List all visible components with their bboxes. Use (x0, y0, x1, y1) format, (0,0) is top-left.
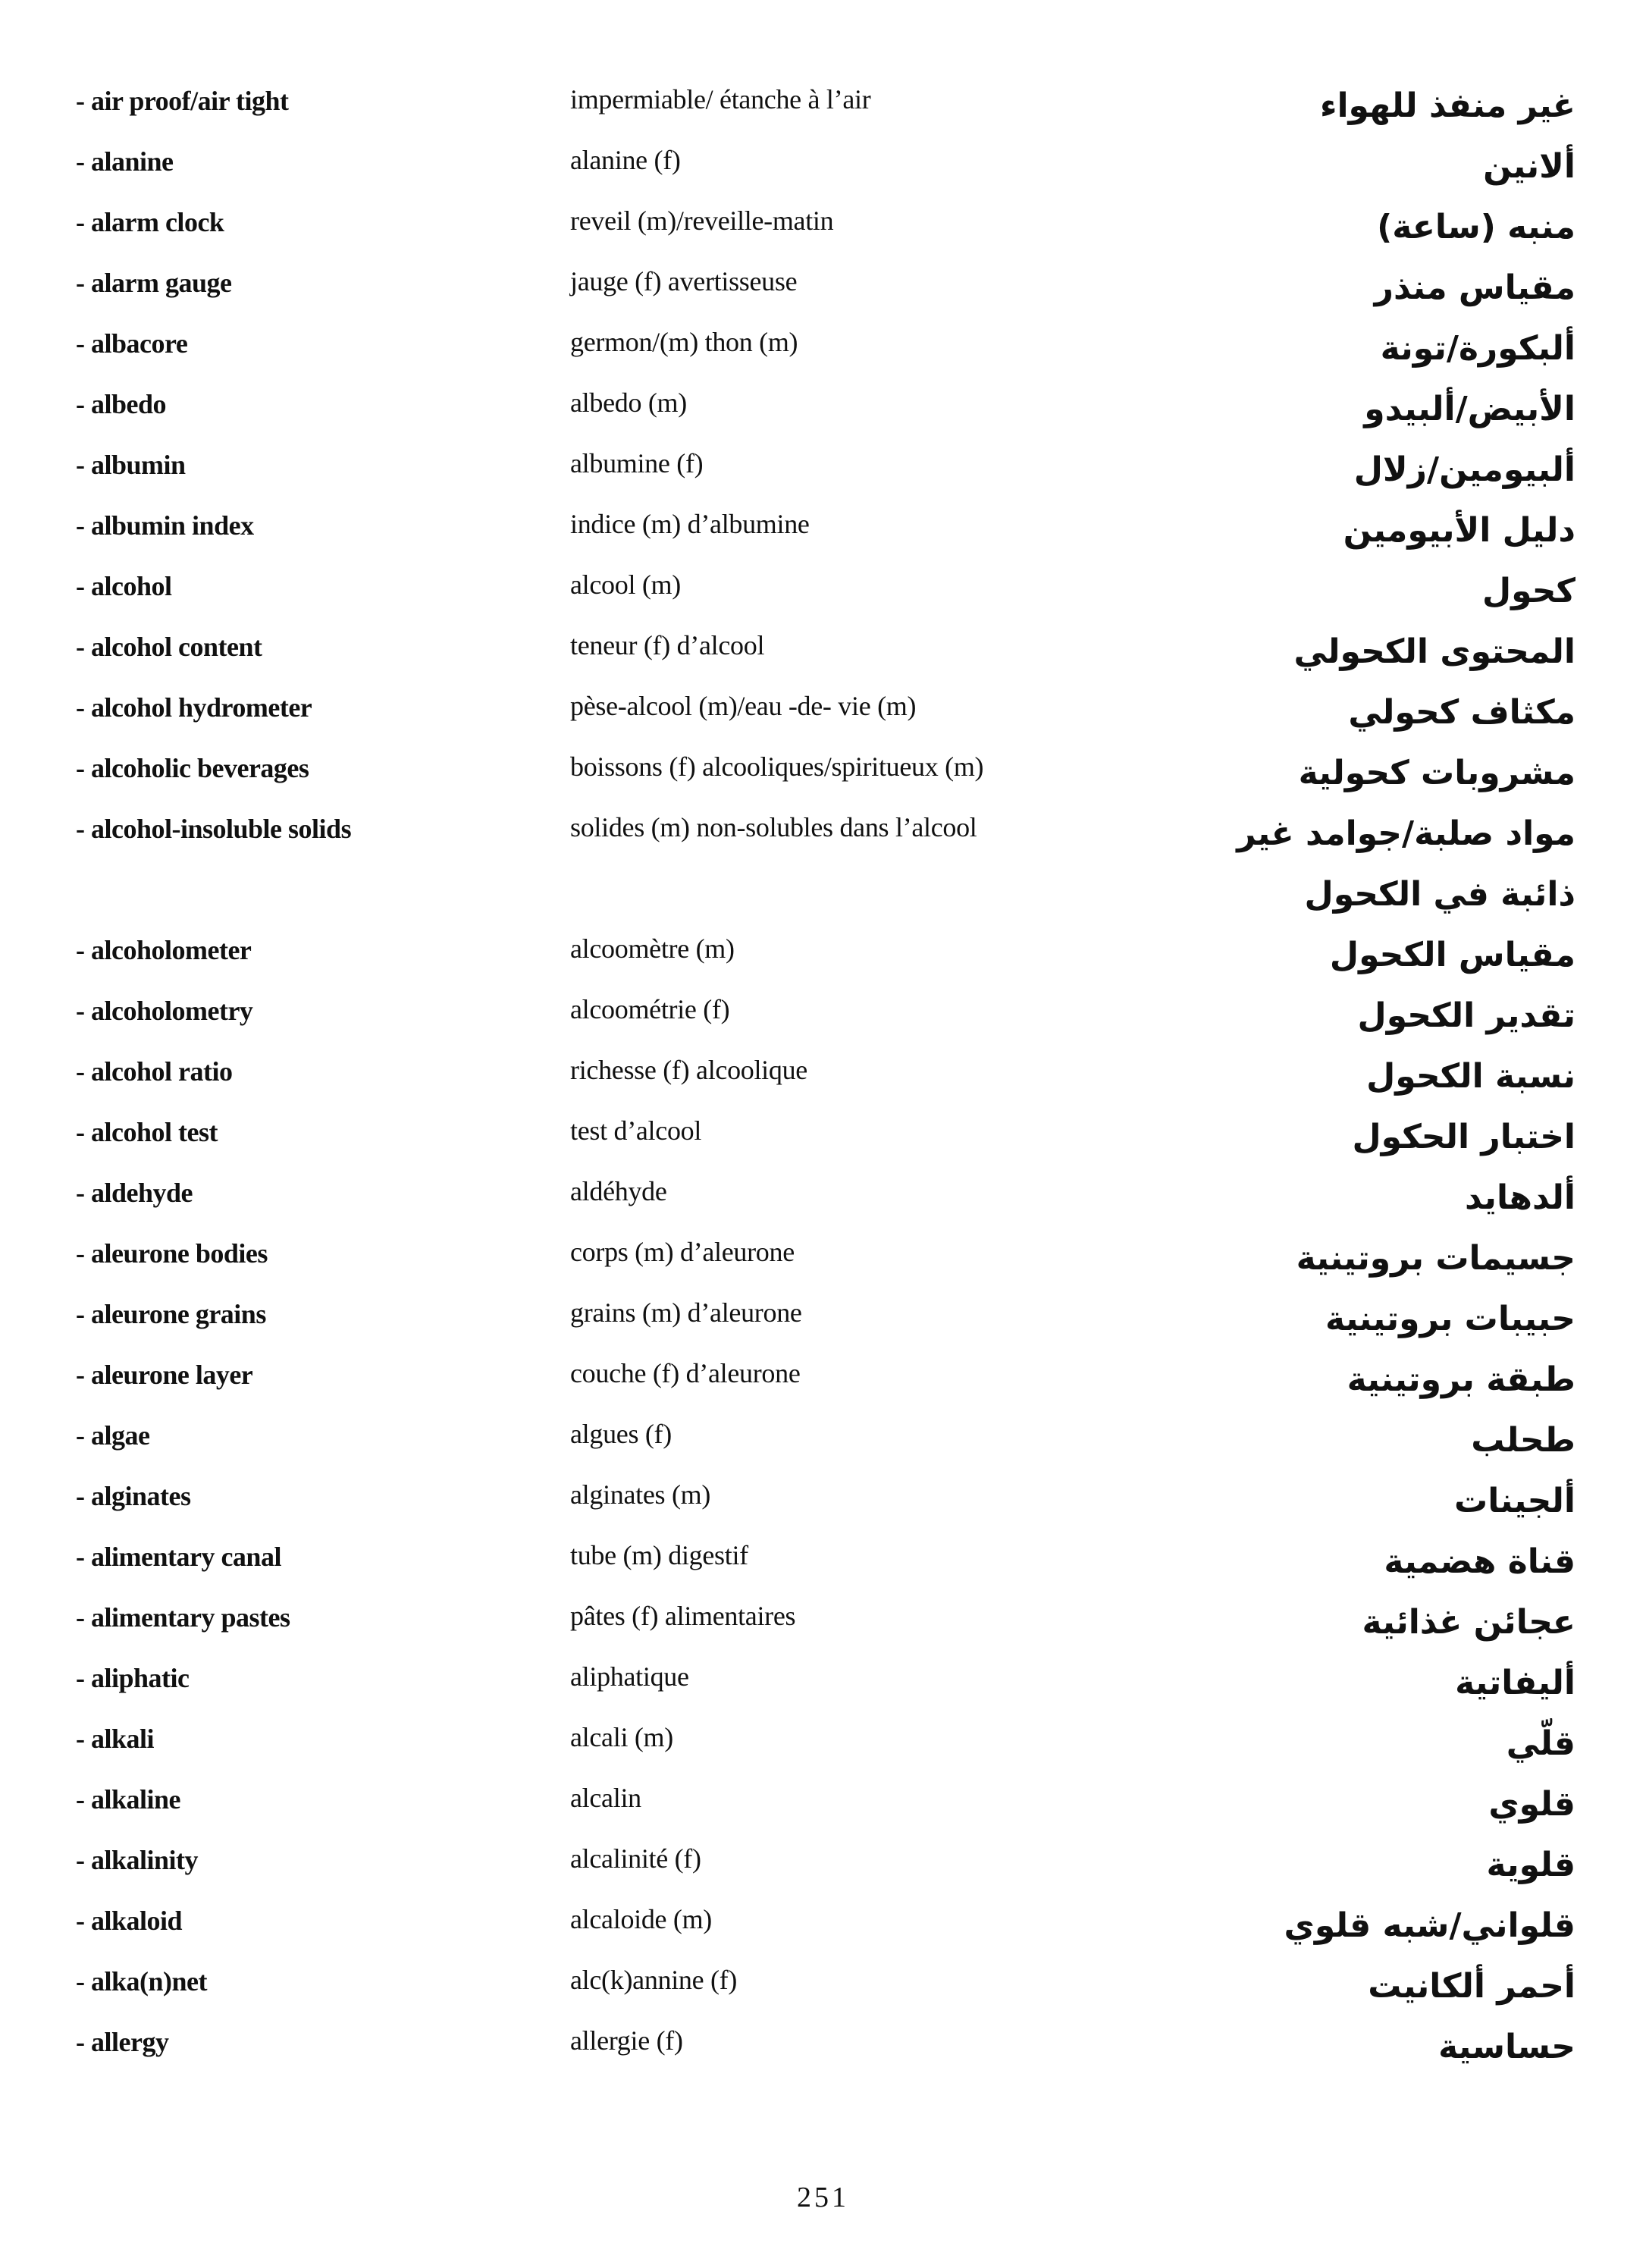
arabic-term: مواد صلبة/جوامد غير ذائبة في الكحول (1237, 814, 1575, 914)
arabic-term: ألانين (1483, 147, 1575, 186)
english-term: - alcoholic beverages (76, 753, 309, 783)
glossary-entry (0, 1104, 1646, 1165)
french-term: alc(k)annine (f) (570, 1965, 738, 1995)
arabic-term: مشروبات كحولية (1298, 754, 1575, 792)
english-term: - alarm clock (76, 207, 224, 237)
glossary-entry (0, 1529, 1646, 1589)
french-term: alcaloide (m) (570, 1904, 712, 1934)
english-term: - aldehyde (76, 1178, 193, 1208)
english-term: - albumin index (76, 510, 254, 541)
french-term: jauge (f) avertisseuse (570, 266, 798, 296)
arabic-term: المحتوى الكحولي (1293, 632, 1575, 671)
arabic-term: مكثاف كحولي (1348, 693, 1575, 732)
glossary-entry (0, 1165, 1646, 1225)
glossary-entry (0, 740, 1646, 801)
arabic-term: حساسية (1438, 2028, 1575, 2066)
english-term: - aleurone bodies (76, 1238, 268, 1269)
english-term: - alcohol ratio (76, 1056, 233, 1087)
arabic-term: ألدهايد (1465, 1178, 1575, 1217)
french-term: germon/(m) thon (m) (570, 327, 798, 357)
english-term: - alkalinity (76, 1845, 199, 1875)
english-term: - alcohol content (76, 632, 262, 662)
french-term: aliphatique (570, 1661, 689, 1692)
french-term: impermiable/ étanche à l’air (570, 84, 871, 114)
arabic-term: منبه (ساعة) (1377, 208, 1575, 246)
glossary-entry (0, 1043, 1646, 1104)
french-term: alcoomètre (m) (570, 933, 735, 964)
english-term: - alimentary pastes (76, 1602, 290, 1633)
english-term: - allergy (76, 2027, 169, 2057)
french-term: alcoométrie (f) (570, 994, 730, 1024)
french-term: pèse-alcool (m)/eau -de- vie (m) (570, 691, 917, 721)
arabic-term: طحلب (1471, 1421, 1575, 1460)
arabic-term: مقياس الكحول (1329, 936, 1575, 974)
french-term: alcalinité (f) (570, 1843, 701, 1874)
french-term: solides (m) non-solubles dans l’alcool (570, 812, 977, 842)
french-term: albumine (f) (570, 448, 704, 478)
arabic-term: كحول (1481, 572, 1575, 610)
french-term: teneur (f) d’alcool (570, 630, 765, 660)
arabic-term: طبقة بروتينية (1347, 1360, 1575, 1399)
glossary-entry (0, 194, 1646, 255)
arabic-term: اختبار الحكول (1352, 1118, 1575, 1156)
glossary-entry (0, 255, 1646, 315)
english-term: - alkali (76, 1724, 155, 1754)
arabic-term: جسيمات بروتينية (1296, 1239, 1575, 1278)
english-term: - alcohol-insoluble solids (76, 814, 352, 844)
glossary-entry (0, 1771, 1646, 1832)
english-term: - alcoholometer (76, 935, 252, 965)
english-term: - alka(n)net (76, 1966, 207, 1997)
english-term: - alcohol test (76, 1117, 218, 1147)
glossary-list (0, 73, 1646, 2075)
glossary-entry (0, 983, 1646, 1043)
french-term: albedo (m) (570, 387, 687, 418)
english-term: - albedo (76, 389, 167, 419)
french-term: test d’alcool (570, 1115, 702, 1146)
french-term: alcool (m) (570, 569, 681, 600)
glossary-entry (0, 801, 1646, 922)
glossary-entry (0, 619, 1646, 679)
english-term: - albacore (76, 328, 188, 359)
arabic-term: تقدير الكحول (1357, 996, 1575, 1035)
glossary-entry (0, 2014, 1646, 2075)
glossary-entry (0, 1347, 1646, 1407)
french-term: tube (m) digestif (570, 1540, 748, 1570)
arabic-term: الأبيض/ألبيدو (1364, 390, 1575, 428)
arabic-term: نسبة الكحول (1366, 1057, 1575, 1096)
glossary-entry (0, 1893, 1646, 1953)
english-term: - aliphatic (76, 1663, 190, 1693)
arabic-term: عجائن غذائية (1362, 1603, 1575, 1642)
english-term: - alanine (76, 146, 174, 177)
glossary-entry (0, 558, 1646, 619)
french-term: algues (f) (570, 1419, 672, 1449)
arabic-term: أحمر ألكانيت (1368, 1967, 1575, 2006)
glossary-entry (0, 1953, 1646, 2014)
glossary-entry (0, 1711, 1646, 1771)
french-term: alcalin (570, 1783, 641, 1813)
arabic-term: قلوية (1486, 1846, 1575, 1884)
glossary-entry (0, 376, 1646, 437)
arabic-term: ألجينات (1454, 1482, 1575, 1520)
arabic-term: قناة هضمية (1384, 1542, 1575, 1581)
french-term: alcali (m) (570, 1722, 673, 1752)
english-term: - alkaline (76, 1784, 181, 1815)
english-term: - aleurone grains (76, 1299, 266, 1329)
glossary-entry (0, 922, 1646, 983)
english-term: - alimentary canal (76, 1542, 281, 1572)
english-term: - air proof/air tight (76, 86, 289, 116)
glossary-entry (0, 1407, 1646, 1468)
glossary-entry (0, 497, 1646, 558)
page-number: 251 (797, 2182, 849, 2213)
english-term: - alginates (76, 1481, 191, 1511)
french-term: richesse (f) alcoolique (570, 1055, 807, 1085)
arabic-term: ألبكورة/تونة (1380, 329, 1575, 368)
arabic-term: قلواني/شبه قلوي (1284, 1906, 1575, 1945)
french-term: alginates (m) (570, 1479, 711, 1510)
arabic-term: مقياس منذر (1374, 268, 1575, 307)
glossary-entry (0, 1589, 1646, 1650)
french-term: reveil (m)/reveille-matin (570, 205, 834, 236)
french-term: alanine (f) (570, 145, 681, 175)
glossary-entry (0, 1832, 1646, 1893)
glossary-entry (0, 1650, 1646, 1711)
french-term: pâtes (f) alimentaires (570, 1601, 796, 1631)
arabic-term: غير منفذ للهواء (1319, 86, 1575, 125)
glossary-entry (0, 1468, 1646, 1529)
english-term: - algae (76, 1420, 150, 1451)
french-term: grains (m) d’aleurone (570, 1297, 802, 1328)
arabic-term: قلّي (1506, 1724, 1575, 1763)
french-term: indice (m) d’albumine (570, 509, 810, 539)
english-term: - albumin (76, 450, 186, 480)
french-term: boissons (f) alcooliques/spiritueux (m) (570, 751, 984, 782)
arabic-term: دليل الأبيومين (1343, 511, 1575, 550)
arabic-term: ألبيومين/زلال (1353, 450, 1575, 489)
arabic-term: قلوي (1488, 1785, 1575, 1824)
english-term: - alcoholometry (76, 996, 253, 1026)
glossary-entry (0, 1286, 1646, 1347)
glossary-entry (0, 315, 1646, 376)
glossary-entry (0, 679, 1646, 740)
glossary-entry (0, 437, 1646, 497)
french-term: allergie (f) (570, 2025, 683, 2056)
arabic-term: حبيبات بروتينية (1325, 1300, 1575, 1338)
english-term: - alcohol hydrometer (76, 692, 312, 723)
french-term: couche (f) d’aleurone (570, 1358, 801, 1388)
english-term: - alarm gauge (76, 268, 232, 298)
english-term: - alkaloid (76, 1906, 183, 1936)
glossary-entry (0, 1225, 1646, 1286)
french-term: corps (m) d’aleurone (570, 1237, 795, 1267)
arabic-term: أليفاتية (1455, 1664, 1575, 1702)
french-term: aldéhyde (570, 1176, 667, 1206)
glossary-entry (0, 133, 1646, 194)
english-term: - alcohol (76, 571, 172, 601)
english-term: - aleurone layer (76, 1360, 253, 1390)
glossary-entry (0, 73, 1646, 133)
